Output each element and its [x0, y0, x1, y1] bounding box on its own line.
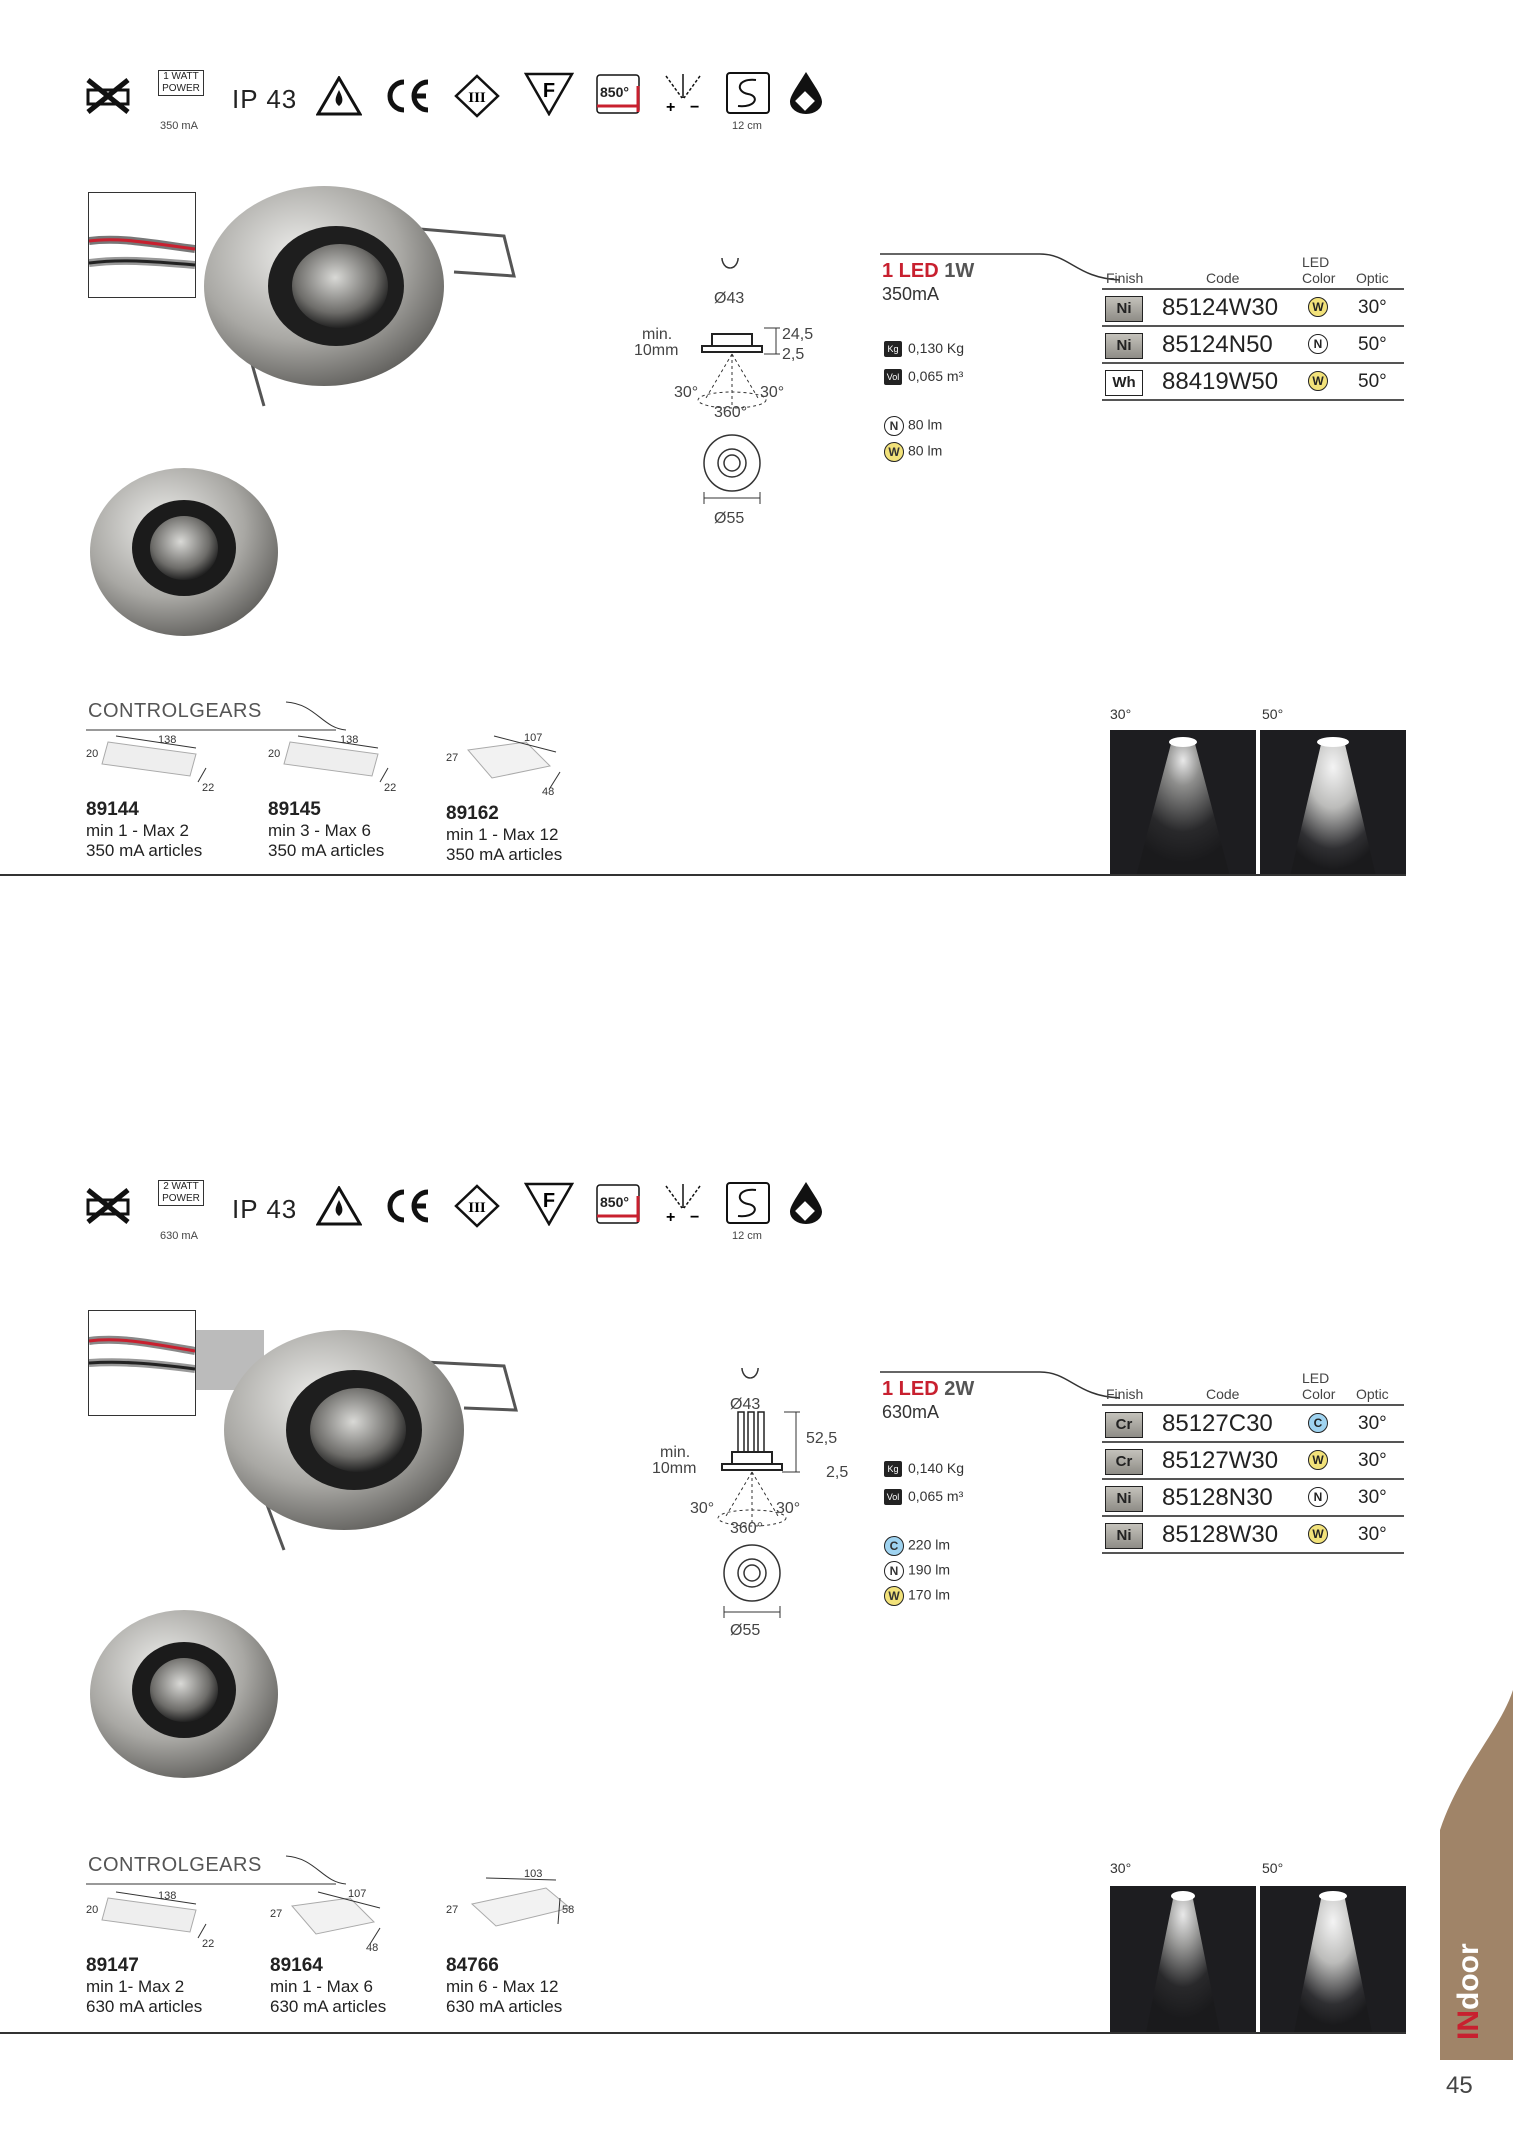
table-row: Cr 85127W30 W 30° — [1102, 1443, 1404, 1480]
controlgears-title: CONTROLGEARS — [88, 1854, 262, 1876]
table-row: Ni 85128N30 N 30° — [1102, 1480, 1404, 1517]
led-current: 630mA — [882, 1402, 940, 1422]
cable-inset — [88, 1310, 196, 1416]
table-row: Cr 85127C30 C 30° — [1102, 1404, 1404, 1443]
min-value: 10mm — [634, 342, 679, 359]
volume-spec: Vol 0,065 m³ — [884, 368, 963, 385]
wiring-polarity-icon — [660, 70, 706, 116]
product-photo-front — [84, 462, 284, 647]
temperature-value: 850° — [600, 1194, 629, 1210]
product-photo-front — [84, 1604, 284, 1789]
lumen-item: C 220 lm — [884, 1536, 950, 1556]
svg-text:F: F — [542, 80, 556, 102]
warning-triangle-icon — [316, 76, 362, 116]
f-mark-icon — [524, 1182, 574, 1226]
beam-photo-30 — [1110, 730, 1256, 881]
ip-rating: IP 43 — [232, 1194, 298, 1224]
product-table — [1102, 1370, 1404, 1554]
height-label: 52,5 — [806, 1430, 838, 1447]
page-number: 45 — [1446, 2072, 1473, 2099]
lumen-item: W 80 lm — [884, 442, 942, 462]
min-value: 10mm — [652, 1460, 697, 1477]
beam-photo-30 — [1110, 1886, 1256, 2037]
lumen-item: N 190 lm — [884, 1561, 950, 1581]
table-row: Ni 85128W30 W 30° — [1102, 1517, 1404, 1554]
no-cover-insulation-icon — [84, 76, 132, 116]
min-label: min. — [642, 326, 673, 343]
indoor-tab-label: INdoor — [1452, 1943, 1485, 2040]
no-cover-insulation-icon — [84, 1186, 132, 1226]
led-title: 1 LED 1W — [882, 260, 975, 282]
table-row: Ni 85124N50 N 50° — [1102, 327, 1404, 364]
cable-length-note: 12 cm — [732, 120, 762, 132]
min-label: min. — [660, 1444, 691, 1461]
product-table — [1102, 254, 1404, 401]
icon-row — [84, 1180, 844, 1250]
rotation-label: 360° — [714, 404, 748, 421]
technical-drawing — [650, 1368, 880, 1648]
controlgear-item: 27 103 58 84766 min 6 - Max 12 630 mA articles — [446, 1868, 575, 2016]
svg-text:III: III — [468, 90, 486, 106]
cable-inset — [88, 192, 196, 298]
power-badge: 2 WATT POWER — [158, 1180, 204, 1206]
top-diameter-label: Ø43 — [730, 1396, 761, 1413]
icon-row — [84, 70, 844, 140]
svg-text:F: F — [542, 1190, 556, 1212]
temperature-850-icon — [596, 1184, 640, 1224]
cable-length-note: 12 cm — [732, 1230, 762, 1242]
beam-label: 30° — [1110, 706, 1132, 722]
controlgears-curve — [86, 700, 346, 736]
controlgear-item: 20 138 22 89144 min 1 - Max 2 350 mA articles — [86, 734, 215, 860]
section-divider — [0, 874, 1406, 876]
led-current: 350mA — [882, 284, 940, 304]
svg-text:−: − — [690, 99, 700, 116]
protection-drop-icon — [786, 70, 826, 116]
angle-right-label: 30° — [776, 1500, 801, 1517]
controlgear-item: 27 107 48 89162 min 1 - Max 12 350 mA articles — [446, 732, 563, 864]
rotation-label: 360° — [730, 1520, 764, 1537]
power-badge: 1 WATT POWER — [158, 70, 204, 96]
angle-left-label: 30° — [674, 384, 699, 401]
led-title: 1 LED 2W — [882, 1378, 975, 1400]
bottom-diameter-label: Ø55 — [730, 1622, 761, 1639]
svg-text:+: + — [666, 1209, 676, 1226]
cable-length-icon — [726, 1182, 770, 1224]
small-height-label: 2,5 — [826, 1464, 849, 1481]
beam-photo-50 — [1260, 1886, 1406, 2037]
bottom-diameter-label: Ø55 — [714, 510, 745, 527]
svg-text:−: − — [690, 1209, 700, 1226]
current-note: 350 mA — [160, 120, 198, 132]
controlgear-item: 20 138 22 89147 min 1- Max 2 630 mA articles — [86, 1890, 215, 2016]
table-header: Finish Code LED Color Optic — [1106, 254, 1389, 286]
beam-label: 30° — [1110, 1860, 1132, 1876]
class-iii-icon — [454, 1184, 500, 1228]
controlgears-title: CONTROLGEARS — [88, 700, 262, 722]
f-mark-icon — [524, 72, 574, 116]
table-header: Finish Code LED Color Optic — [1106, 1370, 1389, 1402]
controlgears-curve — [86, 1854, 346, 1890]
wiring-polarity-icon — [660, 1180, 706, 1226]
small-height-label: 2,5 — [782, 346, 805, 363]
beam-label: 50° — [1262, 1860, 1284, 1876]
section-divider — [0, 2032, 1406, 2034]
volume-spec: Vol 0,065 m³ — [884, 1488, 963, 1505]
beam-label: 50° — [1262, 706, 1284, 722]
controlgear-item: 27 107 48 89164 min 1 - Max 6 630 mA articles — [270, 1888, 387, 2016]
ce-mark-icon — [382, 1186, 434, 1226]
weight-spec: Kg 0,130 Kg — [884, 340, 964, 357]
table-row: Wh 88419W50 W 50° — [1102, 364, 1404, 401]
controlgear-item: 20 138 22 89145 min 3 - Max 6 350 mA articles — [268, 734, 397, 860]
lumen-item: N 80 lm — [884, 416, 942, 436]
beam-photo-50 — [1260, 730, 1406, 881]
svg-text:+: + — [666, 99, 676, 116]
warning-triangle-icon — [316, 1186, 362, 1226]
table-row: Ni 85124W30 W 30° — [1102, 288, 1404, 327]
top-diameter-label: Ø43 — [714, 290, 745, 307]
temperature-value: 850° — [600, 84, 629, 100]
height-label: 24,5 — [782, 326, 814, 343]
technical-drawing — [630, 258, 860, 538]
weight-spec: Kg 0,140 Kg — [884, 1460, 964, 1477]
class-iii-icon — [454, 74, 500, 118]
protection-drop-icon — [786, 1180, 826, 1226]
current-note: 630 mA — [160, 1230, 198, 1242]
angle-left-label: 30° — [690, 1500, 715, 1517]
ip-rating: IP 43 — [232, 84, 298, 114]
temperature-850-icon — [596, 74, 640, 114]
cable-length-icon — [726, 72, 770, 114]
lumen-item: W 170 lm — [884, 1586, 950, 1606]
angle-right-label: 30° — [760, 384, 785, 401]
svg-text:III: III — [468, 1200, 486, 1216]
ce-mark-icon — [382, 76, 434, 116]
